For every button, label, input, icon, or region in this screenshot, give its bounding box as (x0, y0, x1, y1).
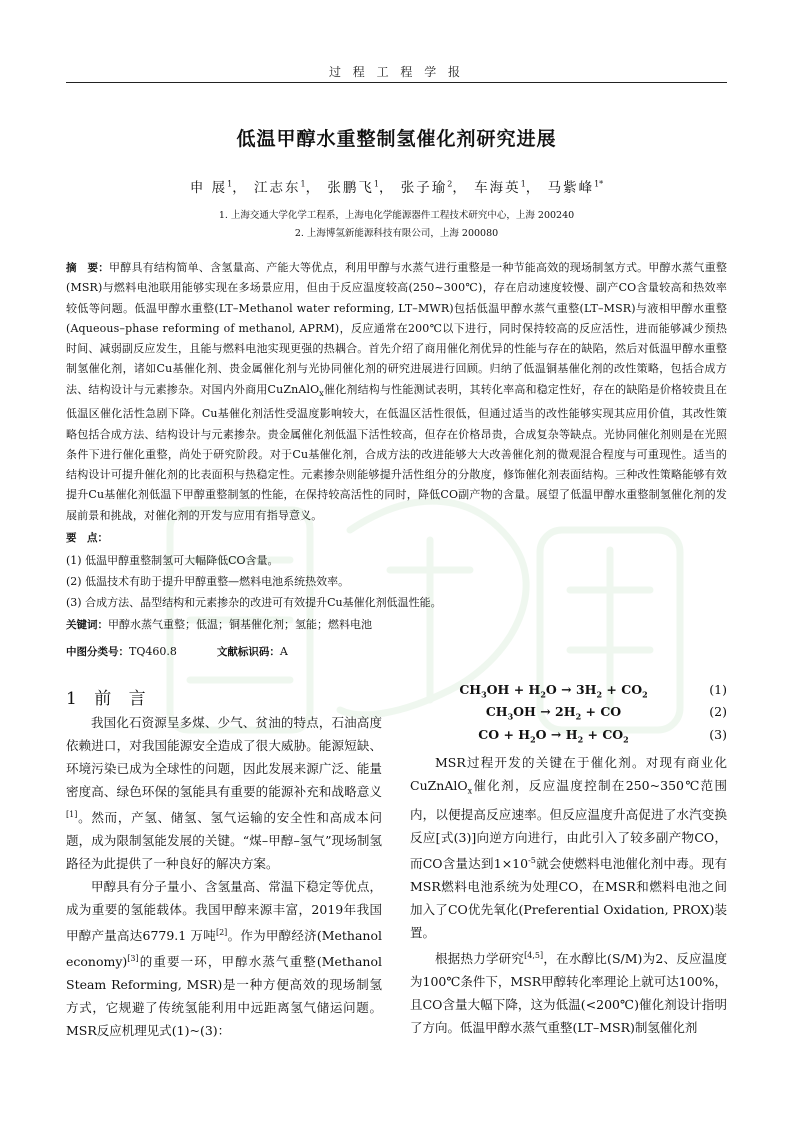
paragraph (66, 711, 382, 875)
affiliation-2: 2. 上海博氢新能源科技有限公司，上海 200080 (294, 228, 499, 239)
author-affiliation-mark: 2 (447, 179, 453, 189)
paragraph-text: MSR过程开发的关键在于催化剂。对现有商业化CuZnAlO (410, 755, 727, 793)
keywords-label: 关键词： (66, 619, 108, 631)
paragraph-text: 根据热力学研究 (435, 950, 525, 966)
author-name: 张子瑜 (400, 180, 448, 196)
highlights-label: 要 点： (66, 532, 108, 544)
author-affiliation-mark: 1* (594, 179, 604, 189)
paper-title: 低温甲醇水重整制氢催化剂研究进展 (236, 128, 557, 150)
abstract-text: 甲醇具有结构简单、含氢量高、产能大等优点，利用甲醇与水蒸气进行重整是一种节能高效的现场制氢方式。甲醇水蒸气重整(MSR)与燃料电池联用能够实现在多场景应用，但由于反应温度较高(250~300℃)，存在启动速度较慢、副产CO含量较高和热效率较低等问题。低温甲醇水重整(LT–Methanol water reforming, LT–MWR)包括低温甲醇水蒸气重整(LT–MSR)与液相甲醇水重整(Aqueous–phase reforming of methanol, APRM)，反应通常在200℃以下进行，同时保持较高的反应活性，进而能够减少预热时间、减弱副反应发生，且能与燃料电池实现更强的热耦合。首先介绍了商用催化剂优异的性能与存在的缺陷，然后对低温甲醇水重整制氢催化剂，诸如Cu基催化剂、贵金属催化剂与光协同催化剂的研究进展进行回顾。归纳了低温铜基催化剂的改性策略，包括合成方法、结构设计与元素掺杂。对国内外商用CuZnAlO (66, 261, 728, 396)
author-name: 车海英 (474, 180, 521, 196)
author-affiliation-mark: 1 (520, 179, 526, 189)
right-column-text (410, 751, 727, 1039)
citation: [3] (127, 954, 139, 964)
journal-header: 过 程 工 程 学 报 (328, 65, 465, 79)
equation-1: $CH_3OH + H_2O \to 3H_2 + CO_2$ (1) (459, 682, 727, 700)
equation-number: (3) (709, 727, 727, 742)
classification-code: TQ460.8 (129, 645, 177, 658)
abstract-text-cont: 催化剂结构与性能测试表明，其转化率高和稳定性好，存在的缺陷是价格较贵且在低温区催化活性急剧下降。Cu基催化剂活性受温度影响较大，在低温区活性很低，但通过适当的改性能够实现其应用价值，其改性策略包括合成方法、结构设计与元素掺杂。贵金属催化剂低温下活性较高，但存在价格昂贵，合成复杂等缺点。光协同催化剂则是在光照条件下进行催化重整，尚处于研究阶段。对于Cu基催化剂，合成方法的改进能够大大改善催化剂的微观混合程度与可重现性。适当的结构设计可提升催化剂的比表面积与热稳定性。元素掺杂则能够提升活性组分的分散度，修饰催化剂表面结构。三种改性策略能够有效提升Cu基催化剂低温下甲醇重整制氢的性能，在保持较高活性的同时，降低CO副产物的含量。展望了低温甲醇水重整制氢催化剂的发展前景和挑战，对催化剂的开发与应用有指导意义。 (66, 382, 727, 522)
author-affiliation-mark: 1 (227, 179, 233, 189)
equation-number: (1) (709, 682, 727, 697)
section-heading: 1 前 言 (66, 689, 152, 709)
keywords (66, 616, 727, 632)
paragraph (410, 944, 727, 1039)
abstract-subscript: x (319, 388, 324, 398)
affiliation-1: 1. 上海交通大学化学工程系，上海电化学能源器件工程技术研究中心，上海 200240 (218, 210, 575, 221)
doc-code-value: A (279, 645, 288, 658)
header-rule (66, 82, 727, 83)
author-name: 张鹏飞 (327, 180, 374, 196)
author-name: 申 展 (189, 180, 228, 196)
paragraph-text: 。然而，产氢、储氢、氢气运输的安全性和高成本问题，成为限制氢能发展的关键。“煤–甲醇–氢气”现场制氢路径为此提供了一种良好的解决方案。 (66, 810, 382, 872)
subscript: x (467, 786, 473, 796)
author-name: 马紫峰 (547, 180, 595, 196)
author-list: 申 展$^1$， 江志东$^1$， 张鹏飞$^1$， 张子瑜$^2$， 车海英$^1$， 马紫峰$^{1*}$ (189, 179, 604, 196)
left-column-text (66, 711, 382, 1042)
author-affiliation-mark: 1 (373, 179, 379, 189)
paragraph-text: 甲醇具有分子量小、含氢量高、常温下稳定等优点，成为重要的氢能载体。我国甲醇来源丰富，2019年我国甲醇产量高达6779.1 万吨 (66, 879, 382, 944)
author-affiliation-mark: 1 (300, 179, 306, 189)
paragraph-text: 。作为甲醇经济(Methanol economy) (66, 928, 382, 970)
doc-code-label: 文献标识码： (216, 646, 280, 658)
abstract-label: 摘 要： (66, 262, 109, 274)
superscript: -5 (528, 855, 536, 865)
citation: [4,5] (524, 950, 544, 960)
highlight-item: (2) 低温技术有助于提升甲醇重整—燃料电池系统热效率。 (66, 575, 350, 588)
keywords-text: 甲醇水蒸气重整；低温；铜基催化剂；氢能；燃料电池 (108, 618, 372, 631)
paragraph-text: 催化剂，反应温度控制在250~350℃范围内，以便提高反应速率。但反应温度升高促进了水汽变换反应[式(3)]向逆方向进行，由此引入了较多副产物CO，而CO含量达到1×10 (410, 778, 727, 871)
equation-number: (2) (709, 704, 727, 719)
paragraph-text: 就会使燃料电池催化剂中毒。现有MSR燃料电池系统为处理CO，在MSR和燃料电池之间加入了CO优先氧化(Preferential Oxidation, PROX)装置。 (410, 855, 727, 940)
paragraph-text: ，在水醇比(S/M)为2、反应温度为100℃条件下，MSR甲醇转化率理论上就可达100%，且CO含量大幅下降，这为低温(<200℃)催化剂设计指明了方向。低温甲醇水蒸气重整(LT–MSR)制氢催化剂 (410, 950, 727, 1035)
citation: [1] (66, 810, 78, 819)
citation: [2] (215, 928, 228, 938)
classification-label: 中图分类号： (66, 646, 129, 658)
equation-3: CO + $H_2O \to H_2 + CO_2$ (3) (478, 727, 727, 745)
highlight-item: (3) 合成方法、晶型结构和元素掺杂的改进可有效提升Cu基催化剂低温性能。 (66, 596, 442, 609)
author-name: 江志东 (254, 180, 301, 196)
paragraph-text: 我国化石资源呈多煤、少气、贫油的特点，石油高度依赖进口，对我国能源安全造成了很大威胁。能源短缺、环境污染已成为全球性的问题，因此发展来源广泛、能量密度高、绿色环保的氢能具有重要的能源补充和战略意义 (66, 715, 382, 799)
paragraph (410, 751, 727, 944)
classification (66, 644, 288, 659)
highlight-item: (1) 低温甲醇重整制氢可大幅降低CO含量。 (66, 554, 279, 567)
paragraph (66, 875, 382, 1042)
paragraph-text: 的重要一环，甲醇水蒸气重整(Methanol Steam Reforming, MSR)是一种方便高效的现场制氢方式，它规避了传统氢能利用中远距离氢气储运问题。MSR反应机理见式(1)~(3)： (66, 954, 382, 1039)
abstract (66, 258, 727, 526)
equation-2: $CH_3OH \to 2H_2$ + CO (2) (485, 704, 727, 722)
